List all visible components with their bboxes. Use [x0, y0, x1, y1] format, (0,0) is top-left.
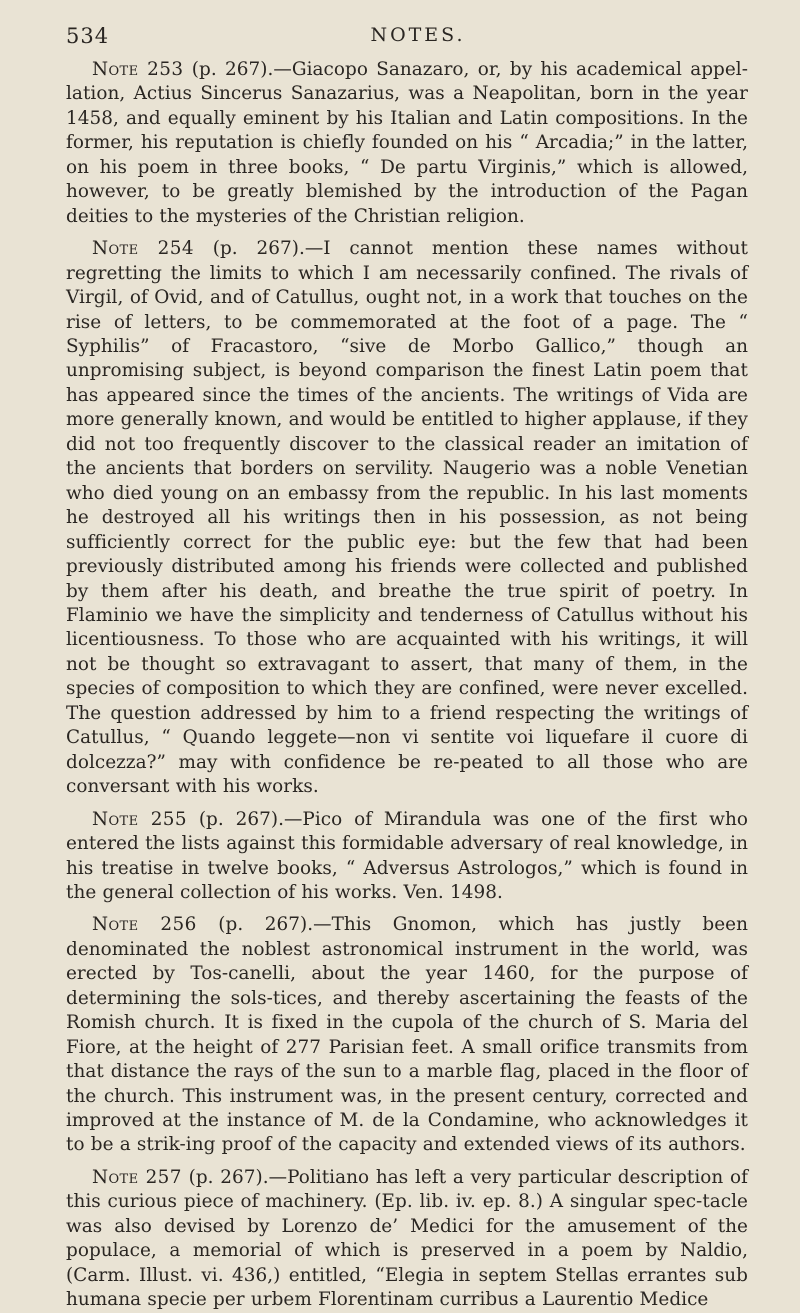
note-text: (p. 267).—Giacopo Sanazaro, or, by his academical appel-lation, Actius Sincerus Sanazarius, was a Neapolitan, born in the year 1458, and equally eminent by his Italian and Latin compositions. In the former, his reputation is chiefly founded on his “ Arcadia;” in the latter, on his poem in three books, “ De partu Virginis,” which is allowed, however, to be greatly blemished by the introduction of the Pagan deities to the mysteries of the Christian religion. — [66, 59, 748, 227]
running-head — [66, 18, 748, 58]
note-label: Note 256 — [92, 914, 197, 936]
note-label: Note 253 — [92, 59, 184, 80]
note-label: Note 257 — [92, 1166, 182, 1188]
note-label: Note 254 — [92, 238, 194, 260]
running-title: NOTES. — [370, 24, 466, 46]
note-text: (p. 267).—Pico of Mirandula was one of the first who entered the lists against this formidable adversary of real knowledge, in his treatise in twelve books, “ Adversus Astrologos,” which is found in the general collection of his works. Ven. 1498. — [66, 808, 748, 903]
note-label: Note 255 — [92, 808, 187, 830]
note-257 — [66, 1166, 748, 1313]
note-text: (p. 267).—I cannot mention these names without regretting the limits to which I am necessarily confined. The rivals of Virgil, of Ovid, and of Catullus, ought not, in a work that touches on the rise of letters, to be commemorated at the foot of a page. The “ Syphilis” of Fracastoro, “sive de Morbo Gallico,” though an unpromising subject, is beyond comparison the finest Latin poem that has appeared since the times of the ancients. The writings of Vida are more generally known, and would be entitled to higher applause, if they did not too frequently discover to the classical reader an imitation of the ancients that borders on servility. Naugerio was a noble Venetian who died young on an embassy from the republic. In his last moments he destroyed all his writings then in his possession, as not being sufficiently correct for the public eye: but the few that had been previously distributed among his friends were collected and published by them after his death, and breathe the true spirit of poetry. In Flaminio we have the simplicity and tenderness of Catullus without his licentiousness. To those who are acquainted with his writings, it will not be thought so extravagant to assert, that many of them, in the species of composition to which they are confined, were never excelled. The question addressed by him to a friend respecting the writings of Catullus, “ Quando leggete—non vi sentite voi liquefare il cuore di dolcezza?” may with confidence be re-peated to all those who are conversant with his works. — [66, 238, 748, 798]
note-253 — [66, 58, 748, 229]
note-256 — [66, 913, 748, 1158]
note-255 — [66, 808, 748, 906]
notes-section — [66, 58, 748, 1313]
page-number: 534 — [66, 24, 110, 48]
note-text: (p. 267).—This Gnomon, which has justly been denominated the noblest astronomical instrument in the world, was erected by Tos-canelli, about the year 1460, for the purpose of determining the sols-tices, and thereby ascertaining the feasts of the Romish church. It is fixed in the cupola of the church of S. Maria del Fiore, at the height of 277 Parisian feet. A small orifice transmits from that distance the rays of the sun to a marble flag, placed in the floor of the church. This instrument was, in the present century, corrected and improved at the instance of M. de la Condamine, who acknowledges it to be a strik-ing proof of the capacity and extended views of its authors. — [66, 914, 748, 1156]
note-254 — [66, 237, 748, 799]
note-text: (p. 267).—Politiano has left a very particular description of this curious piece of machinery. (Ep. lib. iv. ep. 8.) A singular spec-tacle was also devised by Lorenzo de’ Medici for the amusement of the populace, a memorial of which is preserved in a poem by Naldio, (Carm. Illust. vi. 436,) entitled, “Elegia in septem Stellas errantes sub humana specie per urbem Florentinam curribus a Laurentio Medice — [66, 1166, 749, 1311]
